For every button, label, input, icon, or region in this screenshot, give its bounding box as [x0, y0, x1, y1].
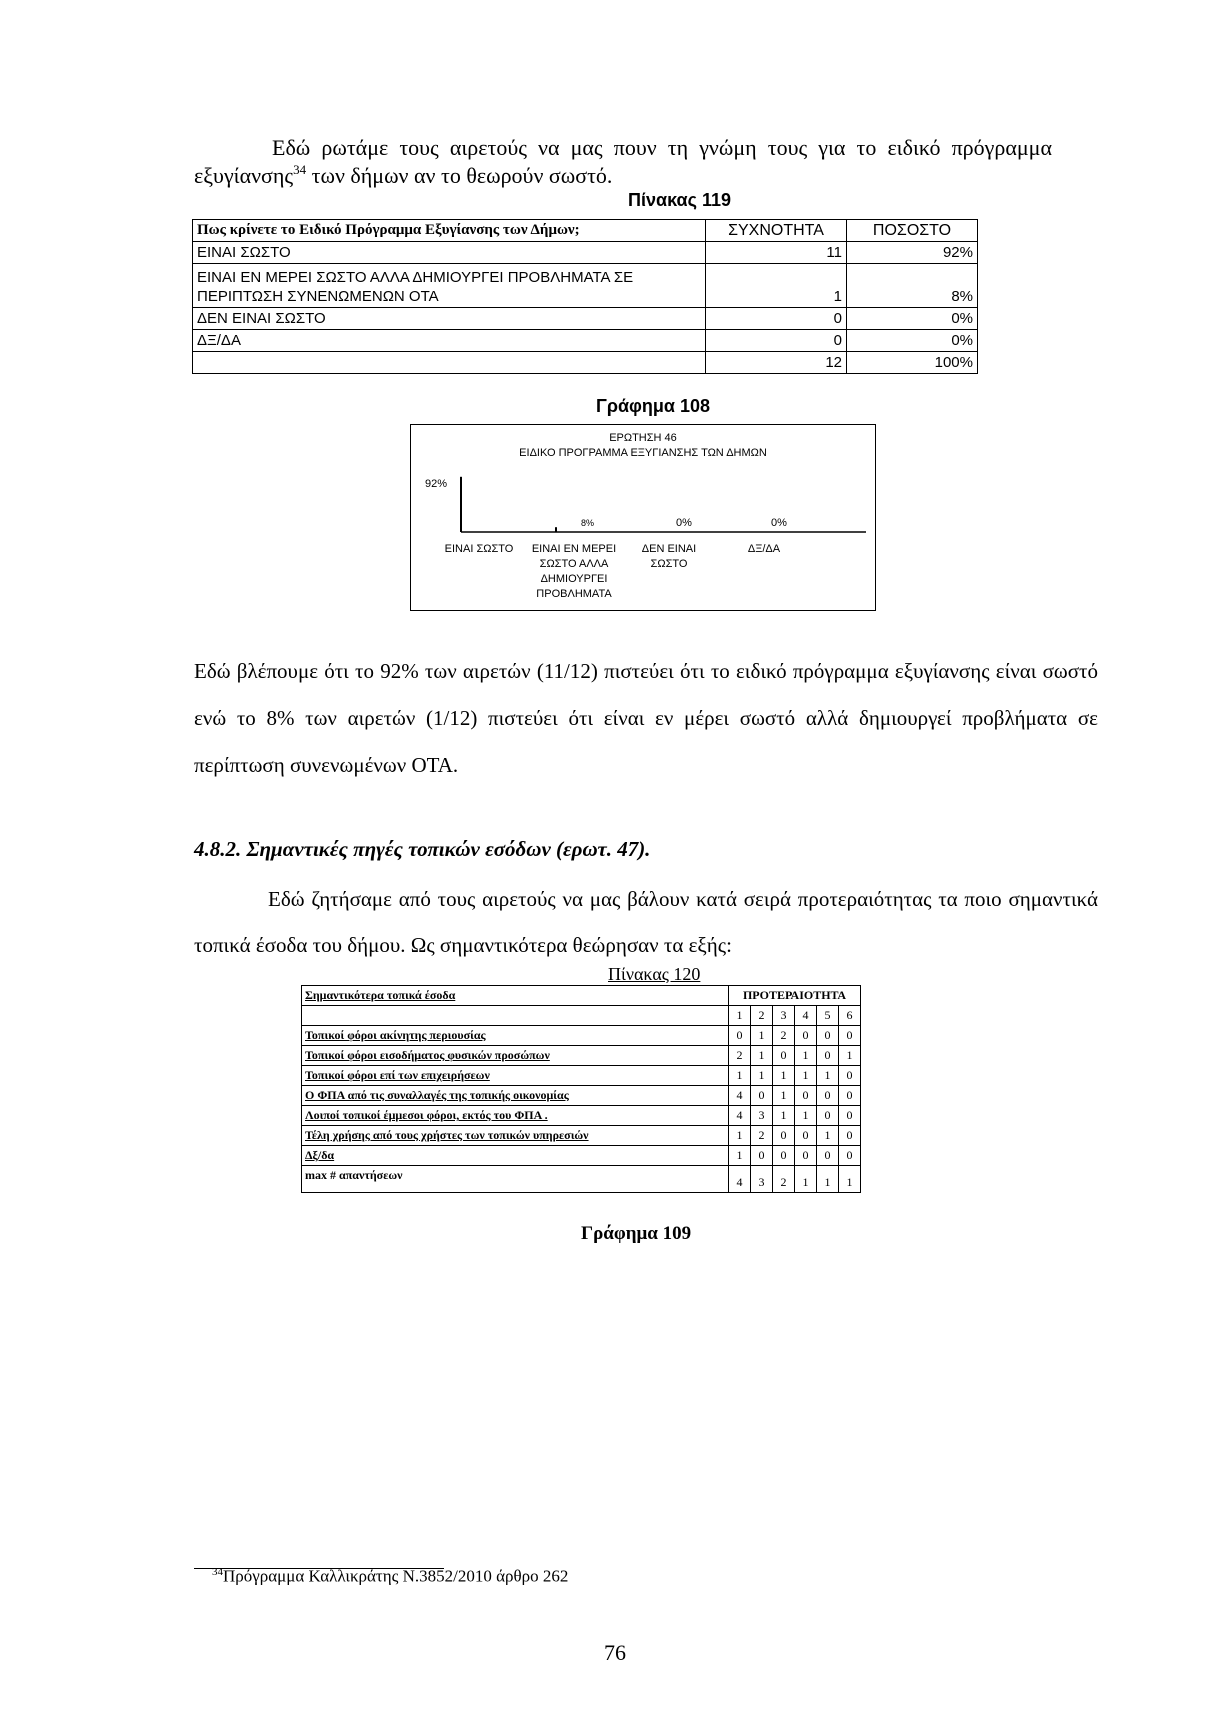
priority-col: 2 — [751, 1006, 773, 1026]
table-119-freq-header: ΣΥΧΝΟΤΗΤΑ — [706, 220, 847, 242]
table-120-body — [302, 1026, 861, 1193]
row-label: ΕΙΝΑΙ ΕΝ ΜΕΡΕΙ ΣΩΣΤΟ ΑΛΛΑ ΔΗΜΙΟΥΡΓΕΙ ΠΡΟΒΛΗΜΑΤΑ ΣΕ ΠΕΡΙΠΤΩΣΗ ΣΥΝΕΝΩΜΕΝΩΝ ΟΤΑ — [193, 264, 706, 308]
data-label: 0% — [771, 517, 787, 529]
row-pct: 0% — [847, 308, 978, 330]
intro-line-2-a: εξυγίανσης — [194, 163, 294, 188]
table-row — [302, 1066, 861, 1086]
row-value: 0 — [795, 1026, 817, 1046]
row-value: 1 — [773, 1106, 795, 1126]
row-value: 1 — [795, 1066, 817, 1086]
row-value: 4 — [729, 1086, 751, 1106]
table-119-caption: Πίνακας 119 — [628, 190, 731, 210]
row-value: 0 — [773, 1126, 795, 1146]
priority-col: 1 — [729, 1006, 751, 1026]
table-119 — [192, 219, 978, 374]
chart-108-plot — [411, 424, 875, 610]
bar — [460, 477, 462, 532]
tick-label: ΣΩΣΤΟ ΑΛΛΑ — [539, 558, 609, 570]
row-value: 1 — [729, 1146, 751, 1166]
row-label: ΕΙΝΑΙ ΣΩΣΤΟ — [193, 242, 706, 264]
priority-col: 4 — [795, 1006, 817, 1026]
chart-title-line-1: ΕΡΩΤΗΣΗ 46 — [609, 432, 677, 444]
row-value: 0 — [839, 1026, 861, 1046]
data-label: 0% — [676, 517, 692, 529]
row-value: 0 — [839, 1146, 861, 1166]
row-value: 4 — [729, 1106, 751, 1126]
row-value: 1 — [795, 1166, 817, 1193]
row-value: 0 — [751, 1086, 773, 1106]
paragraph-2: Εδώ ζητήσαμε από τους αιρετούς να μας βάλουν κατά σειρά προτεραιότητας τα ποιο σημαντικά τοπικά έσοδα του δήμου. Ως σημαντικότερα θεώρησαν τα εξής: — [194, 887, 1098, 957]
table-row — [193, 264, 978, 308]
row-value: 0 — [817, 1086, 839, 1106]
blank-cell — [302, 1006, 729, 1026]
row-pct: 8% — [847, 264, 978, 308]
row-label: Τοπικοί φόροι επί των επιχειρήσεων — [302, 1066, 729, 1086]
page-number: 76 — [604, 1640, 626, 1665]
row-freq: 0 — [706, 330, 847, 352]
row-value: 0 — [839, 1126, 861, 1146]
row-value: 1 — [751, 1066, 773, 1086]
data-label: 8% — [581, 518, 595, 528]
bar — [555, 527, 557, 532]
total-freq: 12 — [706, 352, 847, 374]
table-row-total — [193, 352, 978, 374]
section-heading: 4.8.2. Σημαντικές πηγές τοπικών εσόδων (ερωτ. 47). — [194, 837, 651, 861]
footnote-ref: 34 — [293, 162, 307, 177]
row-value: 0 — [817, 1106, 839, 1126]
row-value: 0 — [751, 1146, 773, 1166]
row-label: max # απαντήσεων — [302, 1166, 729, 1193]
table-row — [302, 1106, 861, 1126]
row-value: 1 — [729, 1066, 751, 1086]
row-value: 0 — [817, 1026, 839, 1046]
row-value: 0 — [839, 1106, 861, 1126]
row-label: Τέλη χρήσης από τους χρήστες των τοπικών υπηρεσιών — [302, 1126, 729, 1146]
row-value: 2 — [751, 1126, 773, 1146]
row-value: 0 — [729, 1026, 751, 1046]
row-value: 1 — [751, 1026, 773, 1046]
row-value: 0 — [773, 1046, 795, 1066]
row-label: ΔΞ/ΔΑ — [193, 330, 706, 352]
row-label: Ο ΦΠΑ από τις συναλλαγές της τοπικής οικονομίας — [302, 1086, 729, 1106]
priority-col: 6 — [839, 1006, 861, 1026]
intro-line-2 — [194, 156, 612, 190]
row-value: 1 — [817, 1166, 839, 1193]
row-value: 0 — [839, 1066, 861, 1086]
chart-108-caption: Γράφημα 108 — [596, 396, 711, 416]
row-label: ΔΕΝ ΕΙΝΑΙ ΣΩΣΤΟ — [193, 308, 706, 330]
intro-line-1: Εδώ ρωτάμε τους αιρετούς να μας πουν τη γνώμη τους για το ειδικό πρόγραμμα — [272, 135, 1052, 160]
row-pct: 92% — [847, 242, 978, 264]
table-row — [302, 1046, 861, 1066]
intro-line-2-b: των δήμων αν το θεωρούν σωστό. — [306, 163, 613, 188]
row-label-empty — [193, 352, 706, 374]
row-value: 0 — [817, 1046, 839, 1066]
row-value: 1 — [839, 1046, 861, 1066]
row-value: 1 — [795, 1106, 817, 1126]
row-value: 1 — [773, 1066, 795, 1086]
row-freq: 1 — [706, 264, 847, 308]
table-row — [302, 1166, 861, 1193]
row-value: 1 — [795, 1046, 817, 1066]
row-pct: 0% — [847, 330, 978, 352]
priority-col: 5 — [817, 1006, 839, 1026]
tick-label: ΣΩΣΤΟ — [650, 558, 688, 570]
table-119-question: Πως κρίνετε το Ειδικό Πρόγραμμα Εξυγίανσης των Δήμων; — [193, 220, 706, 242]
data-label: 92% — [425, 478, 448, 490]
footnote-number: 34 — [212, 1566, 223, 1578]
row-value: 0 — [773, 1146, 795, 1166]
chart-title-line-2: ΕΙΔΙΚΟ ΠΡΟΓΡΑΜΜΑ ΕΞΥΓΙΑΝΣΗΣ ΤΩΝ ΔΗΜΩΝ — [519, 447, 767, 459]
paragraph-1: Εδώ βλέπουμε ότι το 92% των αιρετών (11/12) πιστεύει ότι το ειδικό πρόγραμμα εξυγίανσης είναι σωστό ενώ το 8% των αιρετών (1/12) πιστεύει ότι είναι εν μέρει σωστό αλλά δημιουργεί προβλήματα σε περίπτωση συνενωμένων ΟΤΑ. — [194, 659, 1098, 777]
table-row — [302, 1126, 861, 1146]
row-label: Τοπικοί φόροι εισοδήματος φυσικών προσώπων — [302, 1046, 729, 1066]
row-value: 3 — [751, 1106, 773, 1126]
row-value: 0 — [795, 1126, 817, 1146]
row-value: 2 — [773, 1026, 795, 1046]
total-pct: 100% — [847, 352, 978, 374]
row-label: Λοιποί τοπικοί έμμεσοι φόροι, εκτός του ΦΠΑ . — [302, 1106, 729, 1126]
chart-109-caption: Γράφημα 109 — [581, 1223, 692, 1244]
row-value: 1 — [839, 1166, 861, 1193]
table-row — [302, 1086, 861, 1106]
priority-col: 3 — [773, 1006, 795, 1026]
table-120 — [301, 985, 861, 1193]
tick-label: ΔΗΜΙΟΥΡΓΕΙ — [540, 573, 608, 585]
row-value: 0 — [817, 1146, 839, 1166]
table-120-caption: Πίνακας 120 — [608, 964, 701, 984]
table-119-pct-header: ΠΟΣΟΣΤΟ — [847, 220, 978, 242]
row-value: 4 — [729, 1166, 751, 1193]
table-row — [302, 1146, 861, 1166]
row-value: 0 — [795, 1086, 817, 1106]
row-freq: 11 — [706, 242, 847, 264]
row-freq: 0 — [706, 308, 847, 330]
footnote — [212, 1566, 568, 1587]
row-value: 0 — [795, 1146, 817, 1166]
tick-label: ΠΡΟΒΛΗΜΑΤΑ — [536, 588, 612, 600]
table-120-col-label: Σημαντικότερα τοπικά έσοδα — [302, 986, 729, 1006]
row-label: Τοπικοί φόροι ακίνητης περιουσίας — [302, 1026, 729, 1046]
footnote-text: Πρόγραμμα Καλλικράτης Ν.3852/2010 άρθρο 262 — [223, 1566, 569, 1586]
row-value: 3 — [751, 1166, 773, 1193]
row-value: 2 — [729, 1046, 751, 1066]
tick-label: ΔΞ/ΔΑ — [747, 543, 781, 555]
table-row — [302, 1026, 861, 1046]
table-row — [193, 242, 978, 264]
tick-label: ΔΕΝ ΕΙΝΑΙ — [641, 543, 697, 555]
chart-108 — [410, 424, 876, 611]
tick-label: ΕΙΝΑΙ ΣΩΣΤΟ — [444, 543, 514, 555]
row-value: 1 — [751, 1046, 773, 1066]
tick-label: ΕΙΝΑΙ ΕΝ ΜΕΡΕΙ — [531, 543, 617, 555]
priority-header: ΠΡΟΤΕΡΑΙΟΤΗΤΑ — [729, 986, 861, 1006]
table-row — [193, 308, 978, 330]
table-row — [193, 330, 978, 352]
row-label: Δξ/δα — [302, 1146, 729, 1166]
row-value: 1 — [817, 1126, 839, 1146]
row-value: 1 — [773, 1086, 795, 1106]
row-value: 1 — [729, 1126, 751, 1146]
row-value: 0 — [839, 1086, 861, 1106]
row-value: 1 — [817, 1066, 839, 1086]
row-value: 2 — [773, 1166, 795, 1193]
